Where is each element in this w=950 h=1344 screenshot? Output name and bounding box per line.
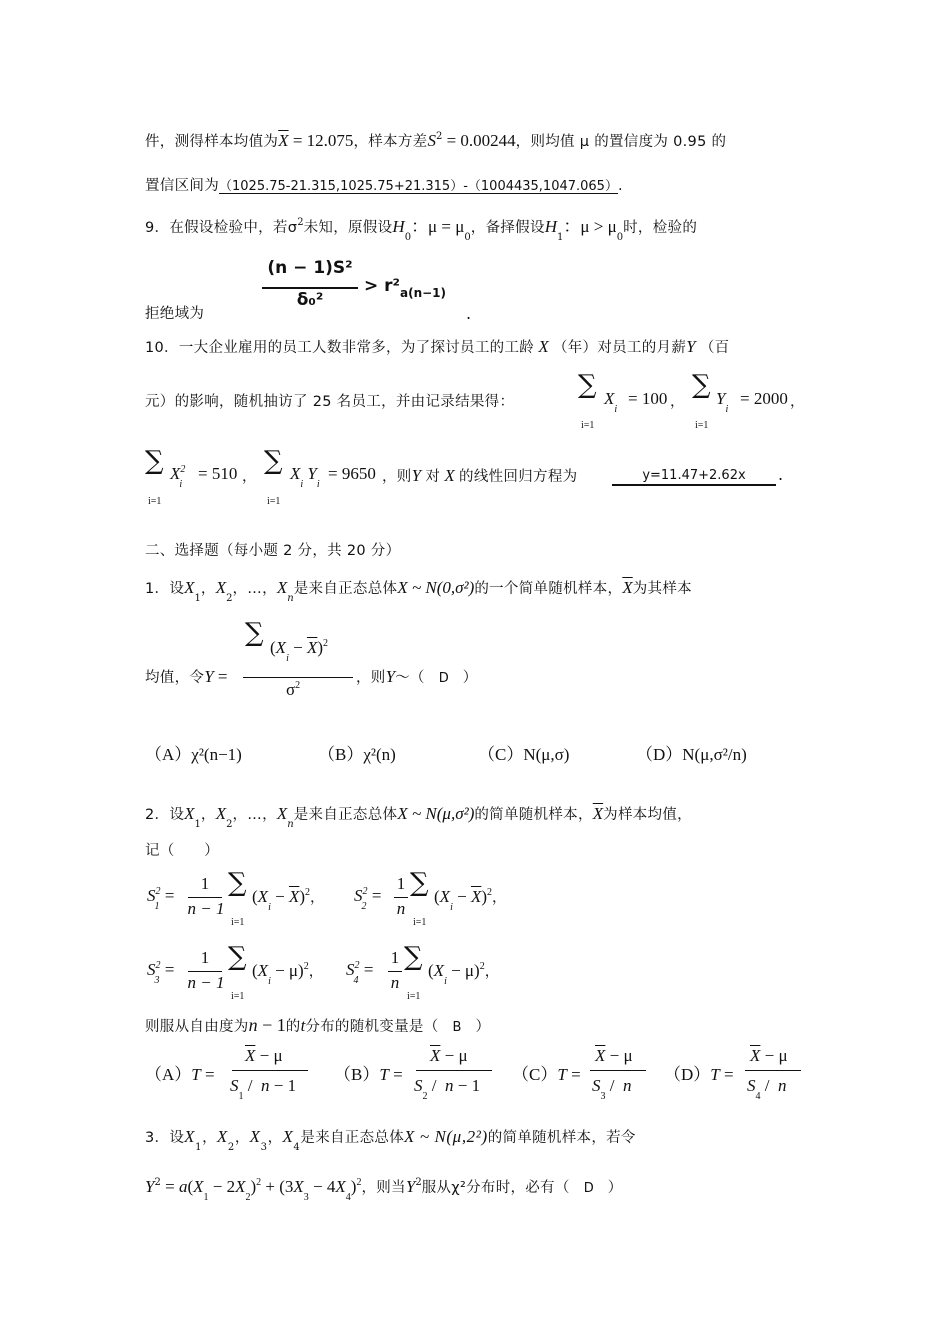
mean-value: = 12.075: [288, 131, 354, 150]
q9-answer-denominator: δ₀²: [296, 290, 324, 310]
c1-line1: 1．设$X_1$，$X_2$，…，$X_n$是来自正态总体X ~ N(0,σ²)的一个简单随机样本，$\overline{X}$为其样本: [145, 578, 692, 604]
xbar-symbol: $\overline{X}$: [278, 131, 289, 150]
s3-frac-num: 1: [200, 948, 210, 967]
q10-text-c: （百: [699, 340, 730, 356]
s2-term: $(X_i - \overline{X})^2$，: [434, 887, 507, 913]
c2-b-den: $S_2 / n - 1$: [414, 1076, 481, 1102]
c2-text-d: 为样本均值，: [603, 807, 692, 823]
sum2-term: $Y_i$: [716, 389, 729, 415]
c2-text-c: 的简单随机样本，: [474, 807, 593, 823]
c3-line2: $Y^2 = a(X_1 - 2X_2)^2 + (3X_3 - 4X_4)^2$，则当$Y^2$服从χ²分布时，必有（ D ）: [145, 1177, 623, 1203]
c2-d-den: $S_4$ / n: [747, 1076, 787, 1102]
h1-symbol: H: [544, 217, 558, 236]
q9-text-c: ，备择假设: [470, 220, 545, 236]
q8-answer: （1025.75-21.315,1025.75+21.315）-（1004435,1047.065）: [219, 179, 618, 194]
c2-b-num: $\overline{X} - \mu$: [430, 1046, 468, 1065]
c1-line2: 均值，令Y =: [145, 667, 228, 686]
c2-line1: 2．设$X_1$，$X_2$，…，$X_n$是来自正态总体X ~ N(μ,σ²)的简单随机样本，$\overline{X}$为样本均值，: [145, 804, 692, 830]
q8-interval-label: 置信区间为: [145, 178, 219, 194]
q8-line1: 件，测得样本均值为$\overline{X} = 12.075$，样本方差$S^2 = 0.00244$，则均值 μ 的置信度为 0.95 的: [145, 131, 727, 150]
c1-text-e: 均值，令: [145, 670, 205, 686]
s2-frac-bar: [394, 897, 408, 898]
s3-squared: $S^2_3$ =: [147, 960, 176, 986]
s1-squared: $S^2_1$ =: [147, 886, 176, 912]
c3-text-a: 3．设: [145, 1130, 185, 1146]
s1-sigma: ∑: [228, 868, 247, 898]
s3-term: $(X_i - \mu)^2$，: [252, 961, 324, 987]
c1-fraction-bar: [243, 677, 353, 678]
q9-text-b: 未知，原假设: [303, 220, 393, 236]
c2-line2: 记（ ）: [145, 843, 219, 859]
variance-value: = 0.00244: [442, 131, 516, 150]
s1-frac-bar: [188, 897, 222, 898]
c2-a-num: $\overline{X} - \mu$: [245, 1046, 283, 1065]
q8-text-b: ，样本方差: [353, 134, 428, 150]
sigma-4: ∑: [264, 446, 283, 476]
q8-line2: [145, 174, 623, 198]
q10-text-a: 10．一大企业雇用的员工人数非常多，为了探讨员工的工龄: [145, 340, 535, 356]
c3-distribution: X ~ N(μ,2²): [404, 1127, 488, 1146]
s2-squared: $S^2_2$ =: [354, 886, 383, 912]
q10-line3-tail: ，则Y 对 X 的线性回归方程为: [382, 466, 578, 485]
s1-frac-den: n − 1: [187, 899, 225, 918]
q10-line2: [145, 390, 514, 413]
c2-c-den: $S_3$ / n: [592, 1076, 632, 1102]
s3-frac-bar: [188, 971, 222, 972]
c1-option-a: （A）χ²(n−1): [145, 745, 242, 764]
q9-period: .: [466, 304, 472, 323]
section-2-title: 二、选择题（每小题 2 分，共 20 分）: [145, 543, 401, 559]
q9-line1: 9．在假设检验中，若$\sigma^2$未知，原假设$H_0$：$\mu = \mu_0$，备择假设$H_1$：$\mu > \mu_0$时，检验的: [145, 217, 698, 243]
c2-option-d: （D）T =: [664, 1065, 734, 1084]
q9-line2: [145, 302, 204, 325]
c2-c-num: $\overline{X} - \mu$: [595, 1046, 633, 1065]
s-symbol: S: [427, 131, 436, 150]
sum4-term: $X_i$ $Y_i$: [290, 464, 320, 490]
sum1-term: $X_i$: [604, 389, 618, 415]
c2-option-a: （A）T =: [145, 1065, 215, 1084]
s1-sigma-lower: i=1: [231, 917, 245, 928]
c3-line1: 3．设$X_1$，$X_2$，$X_3$，$X_4$是来自正态总体X ~ N(μ,2²)的简单随机样本，若令: [145, 1127, 636, 1153]
sigma-2: ∑: [692, 370, 711, 400]
c1-answer: D: [438, 671, 449, 686]
sigma-2-lower: i=1: [695, 420, 709, 431]
s3-sigma: ∑: [228, 942, 247, 972]
c2-d-bar: [745, 1070, 801, 1071]
c1-numerator: $(X_i - \overline{X})^2$: [270, 638, 328, 664]
q9-answer-subscript: a(n−1): [400, 286, 447, 300]
c2-c-bar: [590, 1070, 646, 1071]
s3-frac-den: n − 1: [187, 973, 225, 992]
s4-frac-den: n: [390, 973, 400, 992]
q10-answer: y=11.47+2.62x: [612, 467, 776, 486]
c2-distribution: X ~ N(μ,σ²): [397, 804, 475, 823]
c1-line2-tail: ，则Y～（ D ）: [356, 667, 478, 686]
s4-squared: $S^2_4$ =: [346, 960, 375, 986]
c3-text-b: 是来自正态总体: [300, 1130, 404, 1146]
s3-sigma-lower: i=1: [231, 991, 245, 1002]
s4-sigma-lower: i=1: [407, 991, 421, 1002]
c2-question: 则服从自由度为n − 1的t分布的随机变量是（ B ）: [145, 1015, 491, 1035]
q10-period: .: [778, 465, 784, 484]
c1-option-c: （C）N(μ,σ): [478, 745, 570, 764]
q10-text-d: 元）的影响，随机抽访了 25 名员工，并由记录结果得：: [145, 394, 515, 410]
q8-text-c: ，则均值 μ 的置信度为 0.95 的: [515, 134, 727, 150]
h0-relation: ：μ = μ: [411, 217, 465, 236]
c1-text-b: 是来自正态总体: [293, 581, 398, 597]
q8-period: .: [617, 178, 623, 194]
s2-sigma: ∑: [410, 868, 429, 898]
c2-b-bar: [416, 1070, 492, 1071]
sum4-value: = 9650: [328, 464, 376, 483]
c1-distribution: X ~ N(0,σ²): [397, 578, 475, 597]
sigma-1: ∑: [578, 370, 597, 400]
sum3-value: = 510: [198, 464, 238, 483]
s4-term: $(X_i - \mu)^2$，: [428, 961, 500, 987]
comma-2: ，: [790, 394, 805, 410]
c1-sigma: ∑: [245, 618, 264, 648]
c2-d-num: $\overline{X} - \mu$: [750, 1046, 788, 1065]
sum2-value: = 2000: [740, 389, 788, 408]
c3-text-c: 的简单随机样本，若令: [487, 1130, 636, 1146]
c3-answer: D: [583, 1181, 594, 1196]
c2-answer: B: [452, 1020, 462, 1035]
s4-frac-num: 1: [390, 948, 400, 967]
sigma-3-lower: i=1: [148, 496, 162, 507]
s4-frac-bar: [388, 971, 402, 972]
c1-option-b: （B）χ²(n): [318, 745, 396, 764]
c1-text-d: 为其样本: [632, 581, 692, 597]
c1-option-d: （D）N(μ,σ²/n): [636, 745, 747, 764]
s2-frac-num: 1: [396, 874, 406, 893]
q9-answer-numerator: (n − 1)S²: [267, 258, 353, 278]
s1-term: $(X_i - \overline{X})^2$，: [252, 887, 325, 913]
c2-a-bar: [232, 1070, 308, 1071]
c1-text-c: 的一个简单随机样本，: [474, 581, 623, 597]
sigma-4-lower: i=1: [267, 496, 281, 507]
q9-fraction-bar: [262, 287, 358, 289]
comma-3: ，: [242, 469, 257, 485]
s2-frac-den: n: [396, 899, 406, 918]
sigma-1-lower: i=1: [581, 420, 595, 431]
c2-text-a: 2．设: [145, 807, 185, 823]
s4-sigma: ∑: [404, 942, 423, 972]
q9-text-d: 时，检验的: [623, 220, 698, 236]
q10-text-b: （年）对员工的月薪: [552, 340, 687, 356]
sum3-term: $X^2_i$: [170, 464, 186, 490]
h1-relation: ：μ > μ: [563, 217, 617, 236]
q10-line1: 10．一大企业雇用的员工人数非常多，为了探讨员工的工龄 X （年）对员工的月薪Y （百: [145, 337, 730, 356]
c1-denominator: $\sigma^2$: [286, 680, 301, 699]
q9-rejection-label: 拒绝域为: [145, 306, 205, 322]
c2-option-c: （C）T =: [512, 1065, 581, 1084]
sum1-value: = 100: [628, 389, 668, 408]
c1-text-a: 1．设: [145, 581, 185, 597]
c2-option-b: （B）T =: [334, 1065, 403, 1084]
sigma-3: ∑: [145, 446, 164, 476]
c2-text-b: 是来自正态总体: [293, 807, 398, 823]
q9-answer-relation: > $r^2_{a(n-1)}$: [364, 276, 447, 300]
comma-1: ，: [670, 394, 685, 410]
c2-a-den: $S_1 / n - 1$: [230, 1076, 297, 1102]
s1-frac-num: 1: [200, 874, 210, 893]
s2-sigma-lower: i=1: [413, 917, 427, 928]
h0-symbol: H: [392, 217, 405, 236]
q9-text-a: 9．在假设检验中，若σ: [145, 220, 298, 236]
q8-text-a: 件，测得样本均值为: [145, 134, 279, 150]
